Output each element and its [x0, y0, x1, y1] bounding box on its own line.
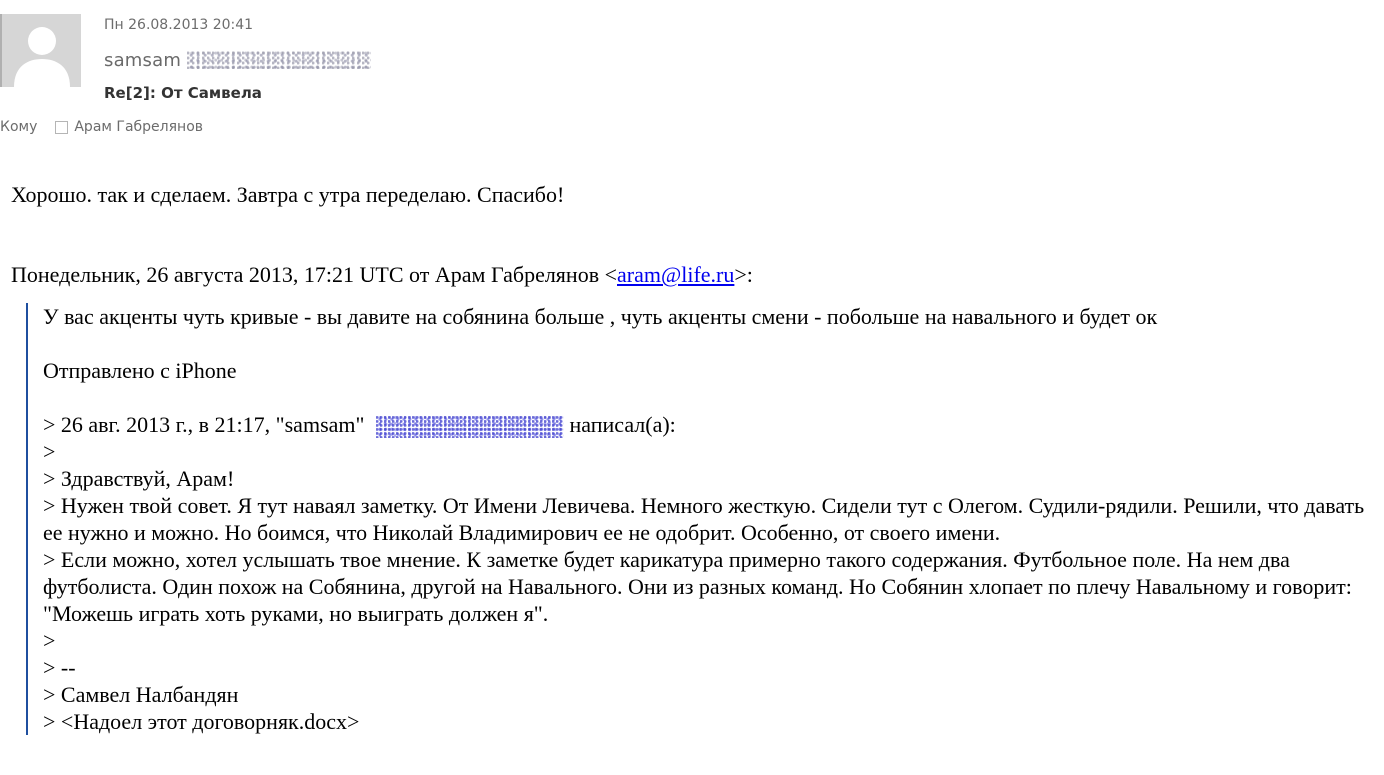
quote-spacer: [43, 384, 1373, 411]
quote-line-start: > 26 авг. 2013 г., в 21:17, "samsam": [43, 412, 365, 437]
quote-intro-end: >:: [734, 262, 753, 287]
quote-line-end: написал(а):: [569, 412, 676, 437]
quote-line: У вас акценты чуть кривые - вы давите на собянина больше , чуть акценты смени - побольше на навального и будет ок: [43, 304, 1158, 329]
redacted-email: [376, 416, 564, 438]
reply-text: Хорошо. так и сделаем. Завтра с утра переделаю. Спасибо!: [11, 182, 565, 207]
person-silhouette-icon: [2, 14, 81, 87]
recipients-row: [0, 119, 203, 135]
message-date: Пн 26.08.2013 20:41: [104, 17, 254, 33]
quoted-message: [26, 303, 1373, 735]
quote-intro-text: Понедельник, 26 августа 2013, 17:21 UTC от Арам Габрелянов <: [11, 262, 617, 287]
quote-line: > --: [43, 655, 76, 680]
avatar: [0, 14, 81, 87]
email-link[interactable]: aram@life.ru: [617, 262, 735, 287]
quote-line: > Здравствуй, Арам!: [43, 466, 235, 491]
sender-name[interactable]: samsam: [104, 49, 182, 71]
attachment-line[interactable]: > <Надоел этот договорняк.docx>: [43, 709, 360, 734]
quote-line: Отправлено с iPhone: [43, 358, 237, 383]
sender-row: [104, 47, 371, 73]
quote-line: [43, 411, 1373, 438]
quote-line: >: [43, 628, 56, 653]
quote-line: > Нужен твой совет. Я тут наваял заметку. От Имени Левичева. Немного жесткую. Сидели тут с Олегом. Судили-рядили. Решили, что давать ее нужно и можно. Но боимся, что Николай Владимирович ее не одобрит. Особенно, от своего имени.: [43, 493, 1365, 545]
message-subject: Re[2]: От Самвела: [104, 84, 262, 102]
quote-line: > Если можно, хотел услышать твое мнение. К заметке будет карикатура примерно такого содержания. Футбольное поле. На нем два футболиста. Один похож на Собянина, другой на Навального. Они из разных команд. Но Собянин хлопает по плечу Навальному и говорит: "Можешь играть хоть руками, но выиграть должен я".: [43, 547, 1352, 626]
quote-spacer: [43, 330, 1373, 357]
quote-line: > Самвел Налбандян: [43, 682, 239, 707]
recipient-name[interactable]: Арам Габрелянов: [74, 119, 204, 135]
message-body: [11, 180, 1371, 290]
quote-intro: [11, 260, 1371, 290]
to-label: Кому: [0, 119, 38, 135]
redacted-email: [187, 51, 371, 69]
checkbox-icon[interactable]: [55, 121, 68, 134]
quote-line: >: [43, 439, 56, 464]
